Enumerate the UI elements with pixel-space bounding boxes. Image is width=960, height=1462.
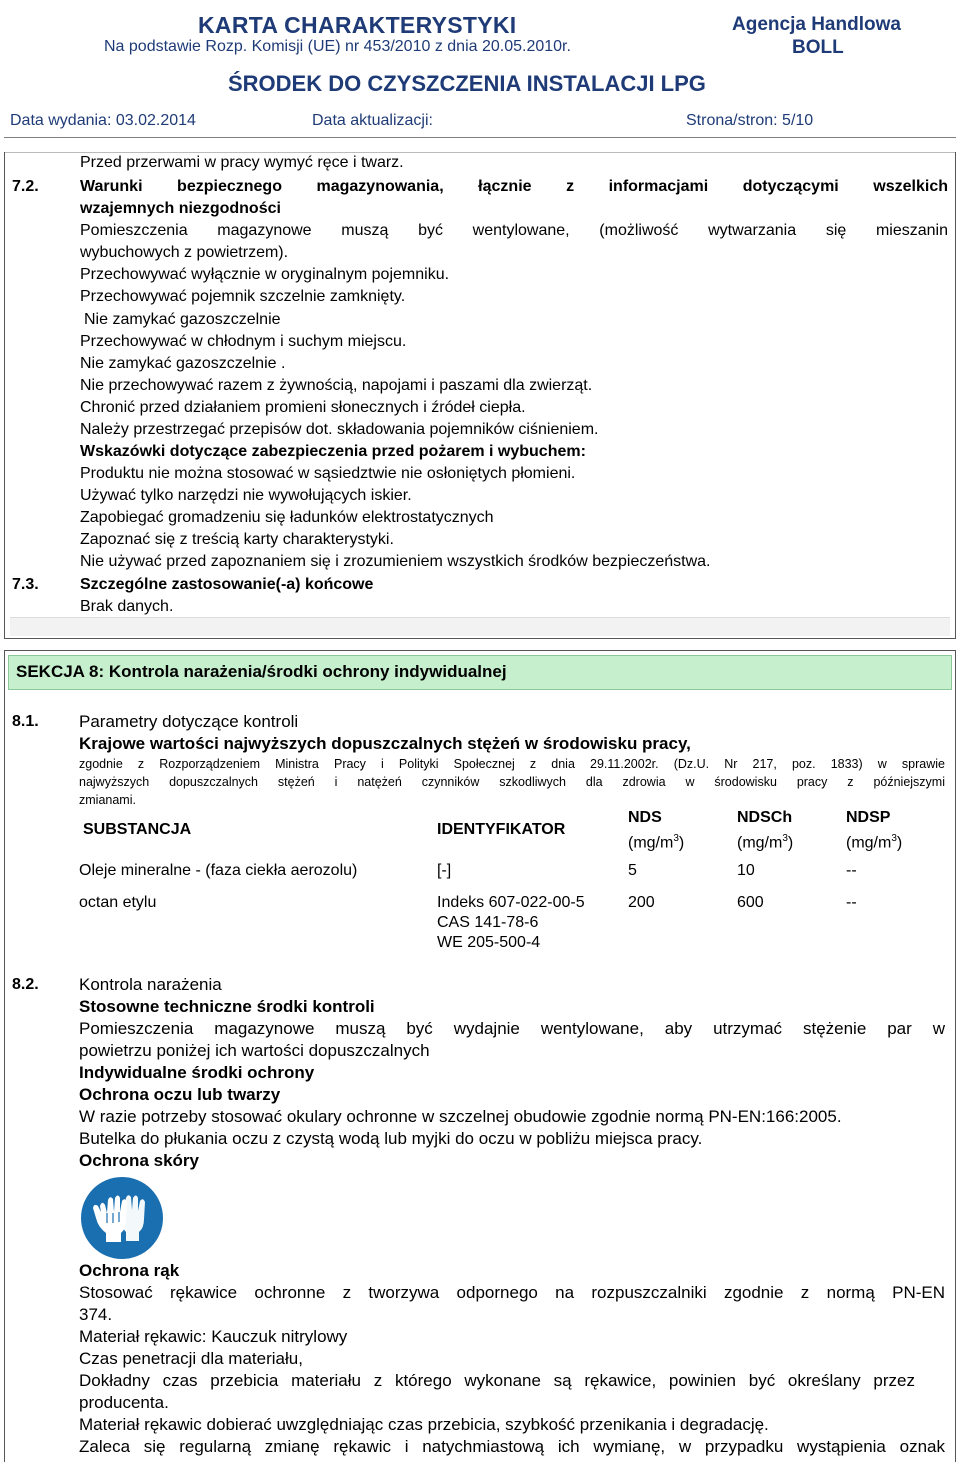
text-line: Pomieszczenia magazynowe muszą być wentylowane, (możliwość wytwarzania się mieszanin <box>80 222 948 239</box>
section-number-7-2: 7.2. <box>12 178 39 195</box>
text-line: producenta. <box>79 1393 169 1412</box>
table-header-substance: SUBSTANCJA <box>83 821 192 838</box>
table-cell-nds: 200 <box>628 894 655 911</box>
table-header-unit: $(mg/m^3)$ <box>628 833 685 852</box>
text-line: Butelka do płukania oczu z czystą wodą lub myjki do oczu w pobliżu miejsca pracy. <box>79 1129 703 1148</box>
individual-protection-title: Indywidualne środki ochrony <box>79 1063 315 1082</box>
text-line: Materiał rękawic dobierać uwzględniając czas przebicia, szybkość przenikania i degradację. <box>79 1415 769 1434</box>
text-line: Chronić przed działaniem promieni słonecznych i źródeł ciepła. <box>80 399 526 416</box>
technical-measures-title: Stosowne techniczne środki kontroli <box>79 997 375 1016</box>
section-8-1-subtitle: Krajowe wartości najwyższych dopuszczalnych stężeń w środowisku pracy, <box>79 734 691 753</box>
text-line: Dokładny czas przebicia materiału z którego wykonane są rękawice, powinien być określany przez <box>79 1371 915 1390</box>
text-line: Nie przechowywać razem z żywnością, napojami i paszami dla zwierząt. <box>80 377 593 394</box>
table-cell-substance: Oleje mineralne - (faza ciekła aerozolu) <box>79 862 358 879</box>
table-cell-nds: 5 <box>628 862 637 879</box>
section-8-2-title: Kontrola narażenia <box>79 975 222 994</box>
section8-title: SEKCJA 8: Kontrola narażenia/środki ochrony indywidualnej <box>16 662 507 681</box>
text-line: Przechowywać w chłodnym i suchym miejscu. <box>80 333 407 350</box>
table-header-ndsch: NDSCh <box>737 809 793 826</box>
regulation-note: zmianami. <box>79 793 136 807</box>
text-line: powietrzu poniżej ich wartości dopuszczalnych <box>79 1041 430 1060</box>
table-cell-identifier: CAS 141-78-6 <box>437 914 539 931</box>
text-line: Brak danych. <box>80 598 174 615</box>
fire-safety-title: Wskazówki dotyczące zabezpieczenia przed pożarem i wybuchem: <box>80 443 586 460</box>
text-line: Przechowywać wyłącznie w oryginalnym pojemniku. <box>80 266 450 283</box>
table-header-unit: $(mg/m^3)$ <box>846 833 903 852</box>
document-header <box>0 0 960 138</box>
text-line: Należy przestrzegać przepisów dot. składowania pojemników ciśnieniem. <box>80 421 599 438</box>
skin-protection-title: Ochrona skóry <box>79 1151 199 1170</box>
section-8-1-title: Parametry dotyczące kontroli <box>79 712 299 731</box>
text-line: Materiał rękawic: Kauczuk nitrylowy <box>79 1327 348 1346</box>
text-line: Używać tylko narzędzi nie wywołujących iskier. <box>80 487 412 504</box>
table-header-nds: NDS <box>628 809 662 826</box>
table-cell-ndsch: 10 <box>737 862 755 879</box>
issue-date: Data wydania: 03.02.2014 <box>10 112 196 129</box>
text-line: Produktu nie można stosować w sąsiedztwie nie osłoniętych płomieni. <box>80 465 576 482</box>
header-divider <box>4 137 956 138</box>
gloves-mandatory-icon <box>80 1176 164 1260</box>
eye-protection-title: Ochrona oczu lub twarzy <box>79 1085 281 1104</box>
table-header-identifier: IDENTYFIKATOR <box>437 821 566 838</box>
table-cell-ndsp: -- <box>846 862 857 879</box>
section-number-8-2: 8.2. <box>12 976 39 993</box>
table-header-unit: $(mg/m^3)$ <box>737 833 794 852</box>
regulation-note: zgodnie z Rozporządzeniem Ministra Pracy i Polityki Społecznej z dnia 29.11.2002r. (Dz.U. Nr 217, poz. 1833) w sprawie <box>79 757 945 771</box>
company-name-line2: BOLL <box>792 37 844 58</box>
section7-bottom-strip <box>10 617 950 636</box>
text-line: Zapoznać się z treścią karty charakterystyki. <box>80 531 394 548</box>
section-number-8-1: 8.1. <box>12 713 39 730</box>
section-7-2-title: Warunki bezpiecznego magazynowania, łącznie z informacjami dotyczącymi wszelkich <box>80 178 948 195</box>
text-line: Czas penetracji dla materiału, <box>79 1349 303 1368</box>
text-line: Zaleca się regularną zmianę rękawic i natychmiastową ich wymianę, w przypadku wystąpienia oznak <box>79 1437 945 1456</box>
document-title: KARTA CHARAKTERYSTYKI <box>198 12 517 38</box>
table-cell-ndsp: -- <box>846 894 857 911</box>
section-7-2-title-cont: wzajemnych niezgodności <box>80 200 281 217</box>
hand-protection-title: Ochrona rąk <box>79 1261 180 1280</box>
update-date: Data aktualizacji: <box>312 112 433 129</box>
table-cell-identifier: [-] <box>437 862 452 879</box>
text-line: Przed przerwami w pracy wymyć ręce i twarz. <box>80 154 404 171</box>
text-line: Przechowywać pojemnik szczelnie zamknięty. <box>80 288 406 305</box>
text-line: wybuchowych z powietrzem). <box>80 244 289 261</box>
product-name: ŚRODEK DO CZYSZCZENIA INSTALACJI LPG <box>228 71 706 96</box>
table-cell-ndsch: 600 <box>737 894 764 911</box>
text-line: W razie potrzeby stosować okulary ochronne w szczelnej obudowie zgodnie normą PN-EN:166:2005. <box>79 1107 842 1126</box>
text-line: Stosować rękawice ochronne z tworzywa odpornego na rozpuszczalniki zgodnie z normą PN-EN <box>79 1283 945 1302</box>
section-7-3-title: Szczególne zastosowanie(-a) końcowe <box>80 576 374 593</box>
text-line: 374. <box>79 1305 113 1324</box>
regulation-note: najwyższych dopuszczalnych stężeń i natężeń czynników szkodliwych dla zdrowia w środowisku pracy z późniejszymi <box>79 775 945 789</box>
regulation-reference: Na podstawie Rozp. Komisji (UE) nr 453/2010 z dnia 20.05.2010r. <box>104 38 571 55</box>
text-line: Nie używać przed zapoznaniem się i zrozumieniem wszystkich środków bezpieczeństwa. <box>80 553 711 570</box>
table-header-ndsp: NDSP <box>846 809 891 826</box>
table-cell-identifier: Indeks 607-022-00-5 <box>437 894 585 911</box>
table-cell-substance: octan etylu <box>79 894 157 911</box>
table-cell-identifier: WE 205-500-4 <box>437 934 541 951</box>
section-number-7-3: 7.3. <box>12 576 39 593</box>
text-line: Zapobiegać gromadzeniu się ładunków elektrostatycznych <box>80 509 494 526</box>
text-line: Nie zamykać gazoszczelnie <box>84 311 281 328</box>
page-number: Strona/stron: 5/10 <box>686 112 814 129</box>
text-line: Pomieszczenia magazynowe muszą być wydajnie wentylowane, aby utrzymać stężenie par w <box>79 1019 945 1038</box>
text-line: Nie zamykać gazoszczelnie . <box>80 355 286 372</box>
company-name-line1: Agencja Handlowa <box>732 14 901 35</box>
